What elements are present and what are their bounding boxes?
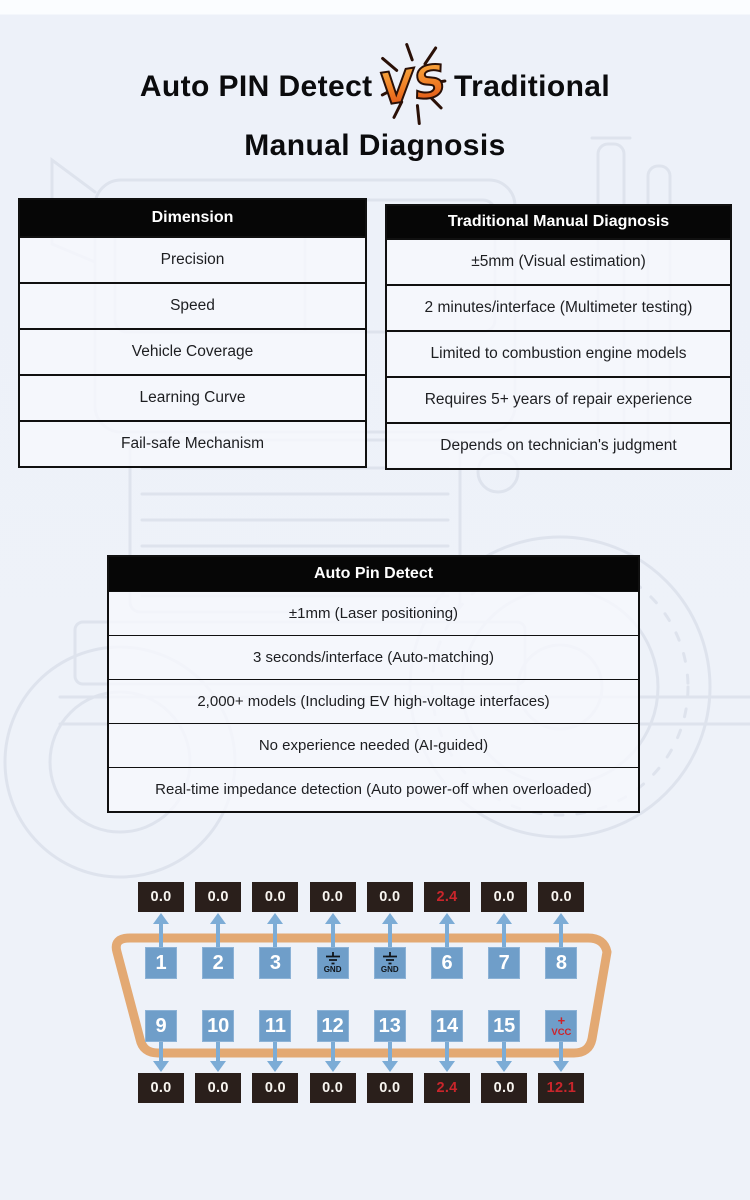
arrow-down-icon [210, 1040, 226, 1072]
arrow-head [496, 1061, 512, 1072]
autopin-table [107, 555, 640, 813]
traditional-table-header: Traditional Manual Diagnosis [387, 206, 730, 238]
voltage-readout-top: 0.0 [195, 882, 241, 912]
table-row: ±1mm (Laser positioning) [109, 591, 638, 635]
pin-8: 8 [545, 947, 577, 979]
arrow-shaft [502, 1040, 506, 1063]
voltage-readout-bottom: 0.0 [252, 1073, 298, 1103]
arrow-shaft [216, 922, 220, 947]
arrow-down-icon [267, 1040, 283, 1072]
arrow-down-icon [382, 1040, 398, 1072]
table-row: 2,000+ models (Including EV high-voltage interfaces) [109, 679, 638, 723]
pin-vcc [545, 1010, 577, 1042]
arrow-shaft [559, 1040, 563, 1063]
table-row: 2 minutes/interface (Multimeter testing) [387, 284, 730, 330]
voltage-readout-top: 0.0 [538, 882, 584, 912]
page-title [0, 40, 750, 164]
autopin-table-body [109, 591, 638, 811]
pin-7: 7 [488, 947, 520, 979]
arrow-shaft [216, 1040, 220, 1063]
table-row: Learning Curve [20, 374, 365, 420]
table-row: Real-time impedance detection (Auto power-off when overloaded) [109, 767, 638, 811]
arrow-shaft [388, 1040, 392, 1063]
pin-11: 11 [259, 1010, 291, 1042]
voltage-readout-bottom: 0.0 [138, 1073, 184, 1103]
arrow-shaft [502, 922, 506, 947]
title-line1-left: Auto PIN Detect [139, 70, 373, 103]
vcc-label: VCC [551, 1027, 572, 1039]
voltage-readout-bottom: 0.0 [367, 1073, 413, 1103]
arrow-shaft [331, 922, 335, 947]
voltage-readout-bottom: 0.0 [481, 1073, 527, 1103]
autopin-table-header: Auto Pin Detect [109, 557, 638, 591]
arrow-up-icon [382, 913, 398, 947]
obd-pin-diagram [0, 875, 750, 1115]
gnd-label: GND [380, 965, 399, 974]
voltage-readout-bottom: 0.0 [195, 1073, 241, 1103]
pin-12: 12 [317, 1010, 349, 1042]
arrow-head [553, 913, 569, 924]
voltage-readout-bottom: 2.4 [424, 1073, 470, 1103]
voltage-readout-top: 0.0 [367, 882, 413, 912]
pin-gnd [374, 947, 406, 979]
arrow-head [325, 913, 341, 924]
vs-text: VS [376, 55, 451, 116]
table-row: 3 seconds/interface (Auto-matching) [109, 635, 638, 679]
dimension-table-header: Dimension [20, 200, 365, 236]
arrow-head [496, 913, 512, 924]
arrow-down-icon [496, 1040, 512, 1072]
table-row: Vehicle Coverage [20, 328, 365, 374]
ground-symbol-icon [381, 952, 399, 965]
arrow-head [439, 1061, 455, 1072]
pin-1: 1 [145, 947, 177, 979]
arrow-down-icon [439, 1040, 455, 1072]
arrow-head [382, 1061, 398, 1072]
gnd-label: GND [323, 965, 342, 974]
arrow-head [210, 1061, 226, 1072]
arrow-head [210, 913, 226, 924]
voltage-readout-bottom: 0.0 [310, 1073, 356, 1103]
arrow-shaft [559, 922, 563, 947]
arrow-shaft [331, 1040, 335, 1063]
voltage-readout-top: 0.0 [481, 882, 527, 912]
table-row: Fail-safe Mechanism [20, 420, 365, 466]
voltage-readout-top: 0.0 [310, 882, 356, 912]
arrow-head [267, 1061, 283, 1072]
table-row: No experience needed (AI-guided) [109, 723, 638, 767]
dimension-table [18, 198, 367, 468]
voltage-readout-bottom: 12.1 [538, 1073, 584, 1103]
voltage-readout-top: 0.0 [252, 882, 298, 912]
vs-badge-icon [375, 40, 451, 128]
arrow-head [153, 913, 169, 924]
table-row: Speed [20, 282, 365, 328]
voltage-readout-top: 0.0 [138, 882, 184, 912]
table-row: Requires 5+ years of repair experience [387, 376, 730, 422]
pin-2: 2 [202, 947, 234, 979]
arrow-up-icon [325, 913, 341, 947]
arrow-shaft [273, 1040, 277, 1063]
arrow-head [153, 1061, 169, 1072]
dimension-table-body [20, 236, 365, 466]
arrow-down-icon [553, 1040, 569, 1072]
pin-6: 6 [431, 947, 463, 979]
arrow-head [439, 913, 455, 924]
arrow-up-icon [210, 913, 226, 947]
table-row: Precision [20, 236, 365, 282]
arrow-up-icon [553, 913, 569, 947]
arrow-shaft [388, 922, 392, 947]
arrow-shaft [159, 922, 163, 947]
pin-14: 14 [431, 1010, 463, 1042]
ground-symbol-icon [324, 952, 342, 965]
arrow-up-icon [153, 913, 169, 947]
arrow-up-icon [439, 913, 455, 947]
table-row: ±5mm (Visual estimation) [387, 238, 730, 284]
arrow-down-icon [153, 1040, 169, 1072]
traditional-table-body [387, 238, 730, 468]
title-line2: Manual Diagnosis [244, 129, 506, 162]
arrow-shaft [445, 922, 449, 947]
arrow-shaft [273, 922, 277, 947]
pin-3: 3 [259, 947, 291, 979]
arrow-head [553, 1061, 569, 1072]
table-row: Limited to combustion engine models [387, 330, 730, 376]
arrow-up-icon [267, 913, 283, 947]
voltage-readout-top: 2.4 [424, 882, 470, 912]
title-line1-right: Traditional [454, 70, 611, 103]
arrow-down-icon [325, 1040, 341, 1072]
pin-9: 9 [145, 1010, 177, 1042]
vcc-plus-sign: + [557, 1013, 566, 1029]
arrow-head [382, 913, 398, 924]
table-row: Depends on technician's judgment [387, 422, 730, 468]
arrow-up-icon [496, 913, 512, 947]
traditional-table [385, 204, 732, 470]
pin-15: 15 [488, 1010, 520, 1042]
arrow-head [325, 1061, 341, 1072]
pin-10: 10 [202, 1010, 234, 1042]
pin-gnd [317, 947, 349, 979]
arrow-shaft [159, 1040, 163, 1063]
pin-13: 13 [374, 1010, 406, 1042]
arrow-shaft [445, 1040, 449, 1063]
arrow-head [267, 913, 283, 924]
